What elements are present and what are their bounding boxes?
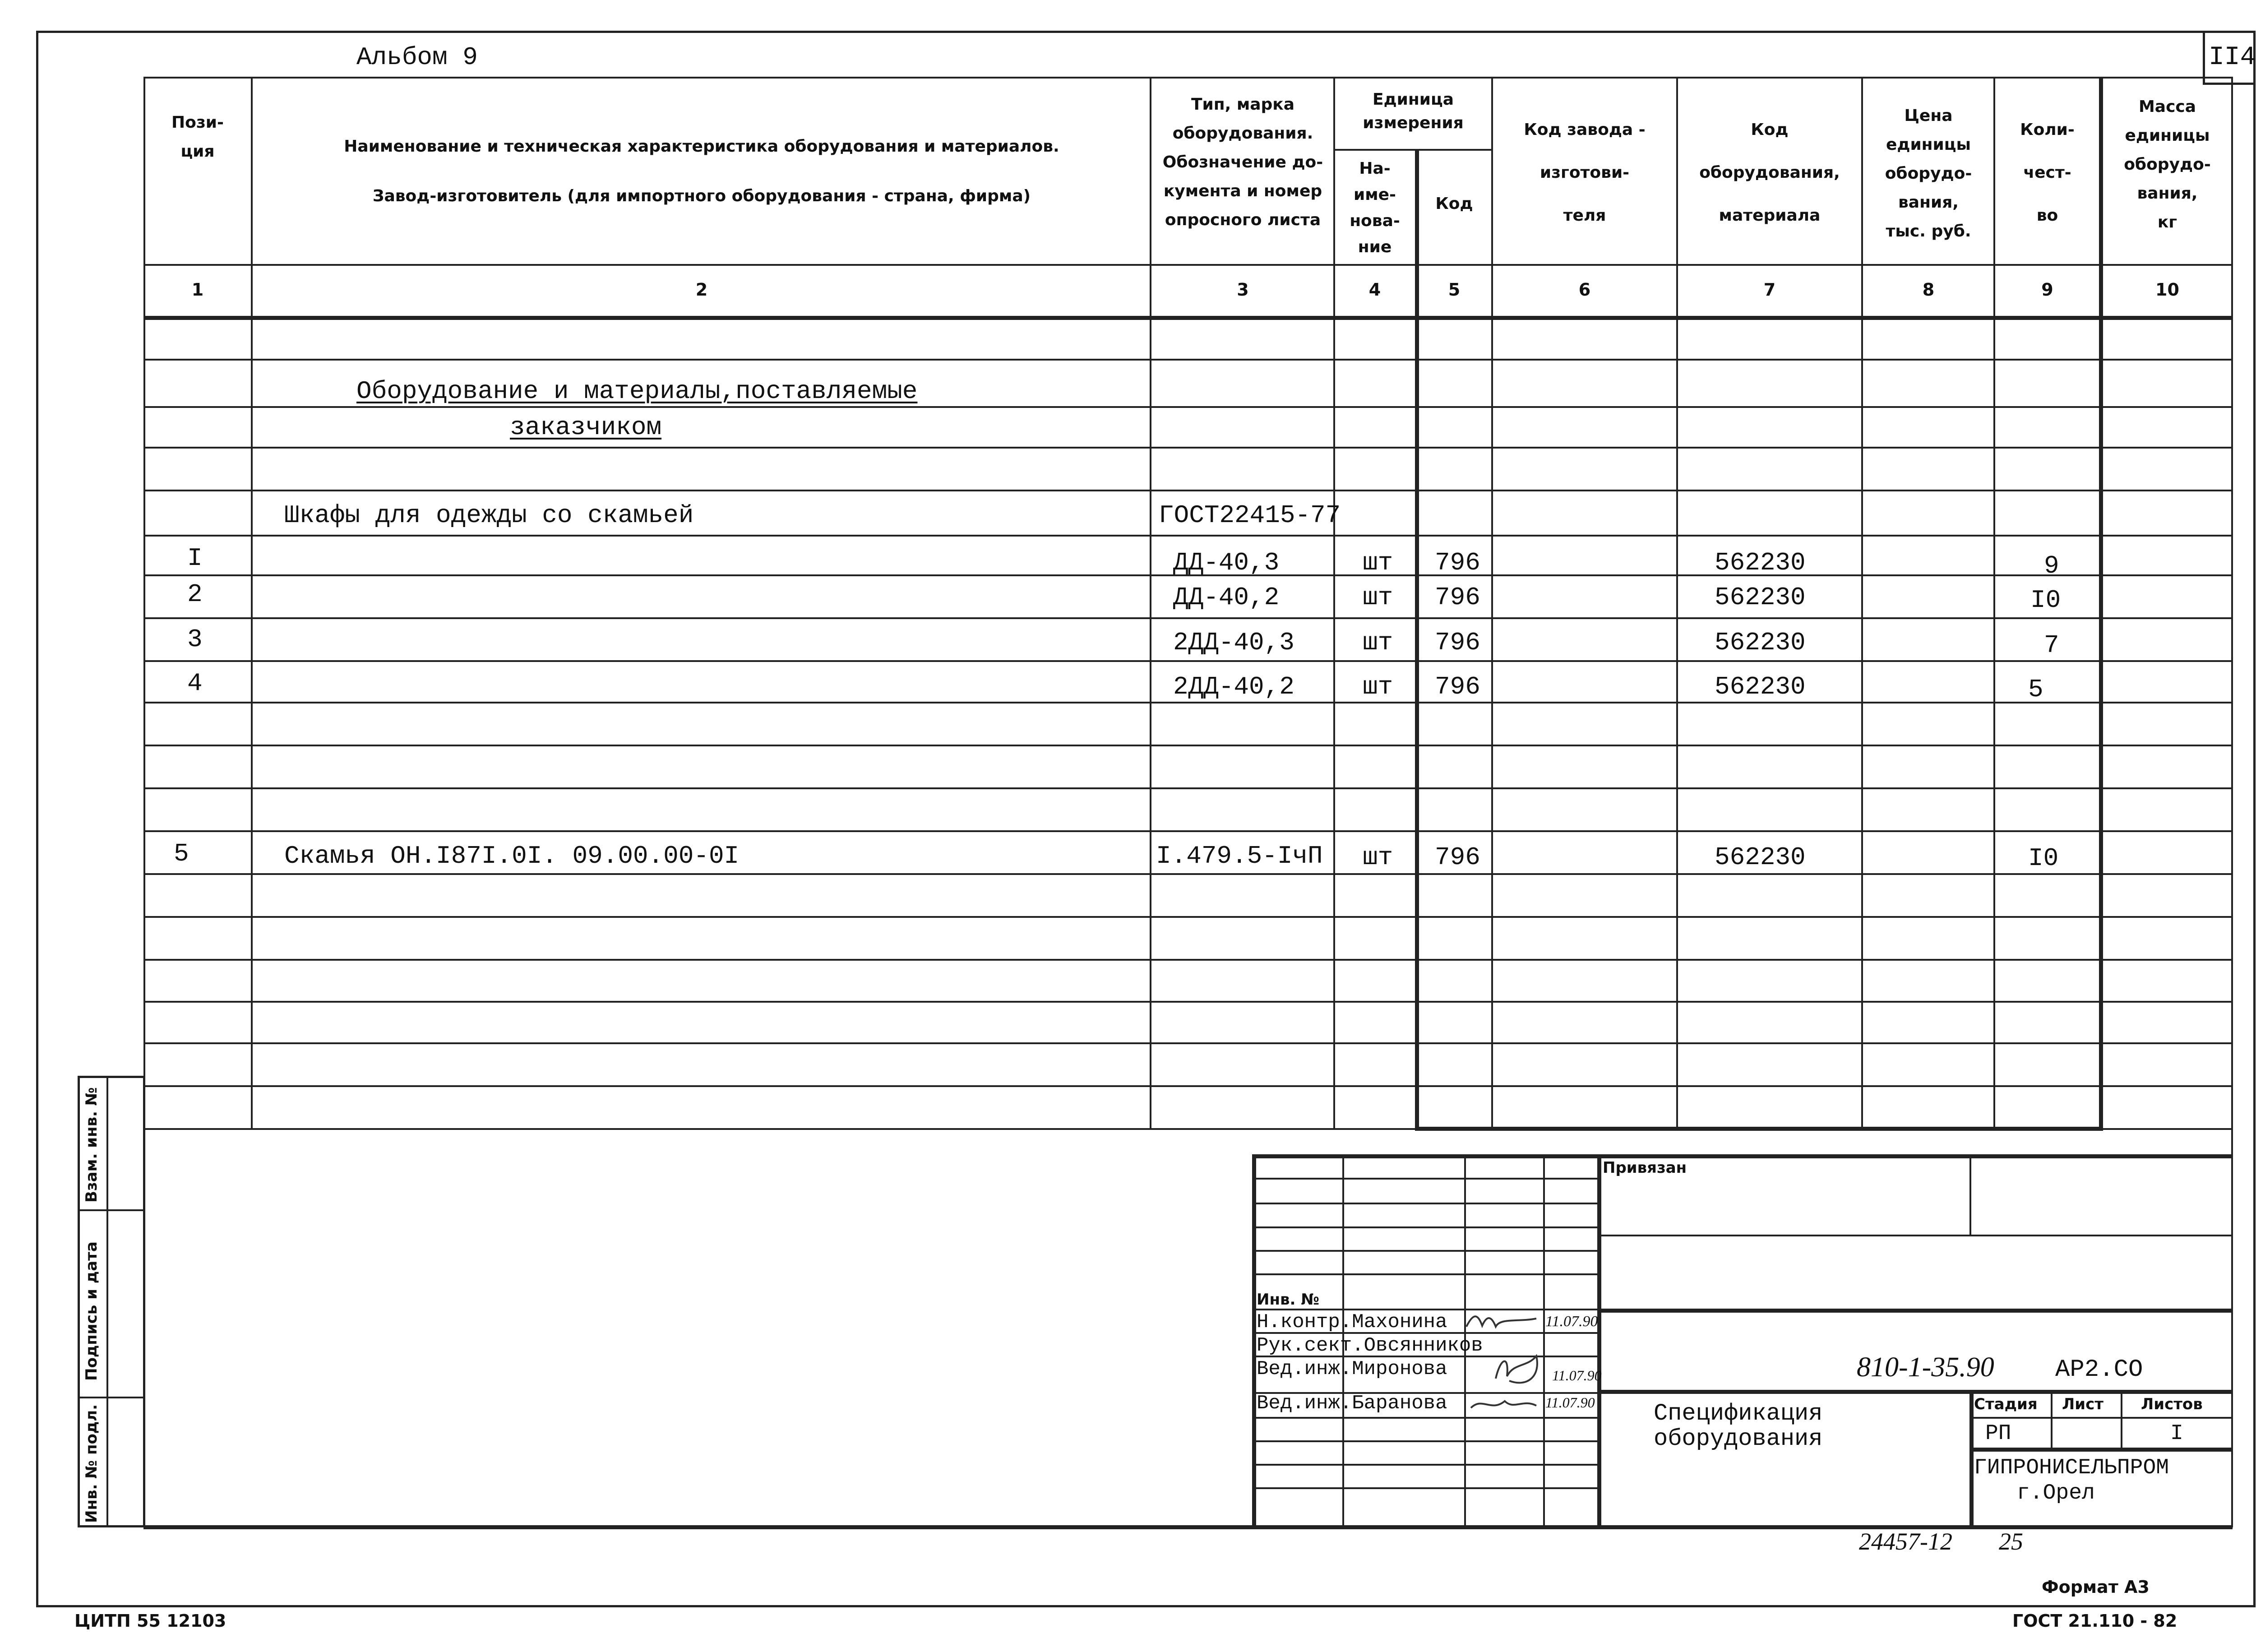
header-unit-code: Код bbox=[1435, 194, 1473, 213]
side-strip-divider bbox=[106, 1076, 108, 1527]
stamp-inv-label: Инв. № bbox=[1257, 1291, 1320, 1309]
stamp-col bbox=[2121, 1390, 2122, 1448]
stamp-line bbox=[1969, 1448, 2233, 1452]
handwritten-page: 25 bbox=[1999, 1528, 2023, 1555]
signer-row bbox=[1257, 1334, 1483, 1357]
stamp-line bbox=[1597, 1390, 2233, 1394]
organization bbox=[1974, 1455, 2169, 1506]
signer-name: Миронова bbox=[1352, 1358, 1447, 1380]
header-quantity: Коли- чест- во bbox=[2020, 120, 2075, 225]
printer-code: ЦИТП 55 12103 bbox=[74, 1611, 227, 1631]
signer-role: Вед.инж. bbox=[1257, 1358, 1352, 1380]
stamp-row-line bbox=[1252, 1417, 1597, 1419]
row-quantity: 7 bbox=[2044, 631, 2059, 660]
signer-row bbox=[1257, 1358, 1447, 1380]
table-bottom-line bbox=[143, 1128, 2233, 1130]
row-unit: шт bbox=[1363, 843, 1393, 872]
signer-name: Овсянников bbox=[1364, 1334, 1483, 1357]
row-equipment-code: 562230 bbox=[1715, 628, 1806, 657]
group-name: Шкафы для одежды со скамьей bbox=[284, 501, 694, 530]
row-unit: шт bbox=[1363, 583, 1393, 612]
column-number: 5 bbox=[1448, 280, 1461, 300]
row-separator bbox=[143, 916, 2233, 918]
header-type: Тип, марка оборудования. Обозначение до- кумента и номер опросного листа bbox=[1162, 95, 1323, 229]
row-separator bbox=[143, 745, 2233, 746]
side-label-signature-date: Подпись и дата bbox=[83, 1241, 101, 1381]
column-number: 2 bbox=[695, 280, 708, 300]
stamp-row-line bbox=[1252, 1273, 1597, 1275]
album-label: Альбом 9 bbox=[356, 43, 478, 72]
signer-date: 11.07.90 bbox=[1545, 1394, 1595, 1411]
handwritten-number: 24457-12 bbox=[1859, 1528, 1952, 1555]
column-number: 3 bbox=[1237, 280, 1249, 300]
row-quantity: I0 bbox=[2028, 844, 2059, 873]
table-top-line bbox=[143, 77, 2233, 79]
row-quantity: 9 bbox=[2044, 551, 2059, 580]
row-type: 2ДД-40,2 bbox=[1173, 672, 1294, 701]
standard-label: ГОСТ 21.110 - 82 bbox=[2012, 1611, 2177, 1631]
sheets-value: I bbox=[2170, 1421, 2183, 1446]
row-type: 2ДД-40,3 bbox=[1173, 628, 1294, 657]
row-type: I.479.5-IчП bbox=[1156, 842, 1323, 870]
header-name: Наименование и техническая характеристика оборудования и материалов. Завод-изготовитель (для импортного оборудования - страна, фирма) bbox=[344, 137, 1059, 205]
header-price: Цена единицы оборудо- вания, тыс. руб. bbox=[1885, 106, 1972, 241]
row-separator bbox=[143, 406, 2233, 408]
row-quantity: I0 bbox=[2030, 586, 2061, 615]
row-position: I bbox=[187, 544, 203, 573]
row-code: 796 bbox=[1435, 583, 1480, 612]
stamp-row-line bbox=[1252, 1487, 1597, 1489]
row-unit: шт bbox=[1363, 548, 1393, 577]
header-unit-name: На- име- нова- ние bbox=[1350, 159, 1400, 256]
stamp-row-line bbox=[1252, 1464, 1597, 1466]
signer-date: 11.07.90 bbox=[1552, 1367, 1602, 1384]
doc-title bbox=[1654, 1401, 1822, 1452]
row-separator bbox=[143, 490, 2233, 491]
column-number: 7 bbox=[1763, 280, 1776, 300]
row-position: 2 bbox=[187, 580, 203, 609]
signer-name: Баранова bbox=[1352, 1392, 1447, 1415]
column-number: 4 bbox=[1368, 280, 1381, 300]
stamp-line bbox=[1597, 1309, 2233, 1313]
signer-name: Махонина bbox=[1352, 1311, 1447, 1333]
row-separator bbox=[143, 447, 2233, 449]
row-quantity: 5 bbox=[2028, 675, 2043, 704]
header-bottom-line bbox=[143, 264, 2233, 266]
row-separator bbox=[143, 787, 2233, 789]
column-number: 8 bbox=[1922, 280, 1935, 300]
group-standard: ГОСТ22415-77 bbox=[1159, 501, 1341, 530]
signer-row bbox=[1257, 1392, 1447, 1415]
column-number: 9 bbox=[2041, 280, 2053, 300]
row-equipment-code: 562230 bbox=[1715, 672, 1806, 701]
row-type: ДД-40,3 bbox=[1173, 548, 1280, 577]
sheet-number: II4 bbox=[2209, 43, 2256, 72]
signer-role: Вед.инж. bbox=[1257, 1392, 1352, 1415]
row-unit: шт bbox=[1363, 672, 1393, 701]
doc-title-line1: Спецификация bbox=[1654, 1400, 1823, 1427]
header-position: Пози- ция bbox=[171, 113, 224, 161]
row-equipment-code: 562230 bbox=[1715, 583, 1806, 612]
header-mass: Масса единицы оборудо- вания, кг bbox=[2124, 97, 2211, 231]
stamp-top bbox=[1252, 1154, 2233, 1158]
stamp-left bbox=[1252, 1154, 1256, 1527]
sheet-label: Лист bbox=[2062, 1395, 2103, 1413]
row-code: 796 bbox=[1435, 843, 1480, 872]
column-number-line bbox=[143, 316, 2233, 320]
stamp-line bbox=[1597, 1235, 2233, 1236]
section-title-line1: Оборудование и материалы,поставляемые bbox=[356, 377, 918, 406]
row-unit: шт bbox=[1363, 628, 1393, 657]
header-manufacturer-code: Код завода - изготови- теля bbox=[1524, 120, 1646, 225]
stamp-row-line bbox=[1252, 1178, 1597, 1180]
row-position: 3 bbox=[187, 625, 203, 654]
unit-subheader-line bbox=[1333, 149, 1491, 151]
side-strip-line bbox=[78, 1209, 145, 1211]
section-title-line2: заказчиком bbox=[510, 413, 662, 442]
row-separator bbox=[143, 1001, 2233, 1003]
organization-name: ГИПРОНИСЕЛЬПРОМ bbox=[1974, 1456, 2169, 1480]
organization-city: г.Орел bbox=[2017, 1481, 2095, 1505]
signatures-image bbox=[1464, 1309, 1600, 1417]
row-separator bbox=[143, 1085, 2233, 1087]
col-line-1 bbox=[251, 77, 253, 1128]
column-number: 1 bbox=[191, 280, 204, 300]
row-position: 4 bbox=[187, 669, 203, 698]
row-separator bbox=[143, 359, 2233, 361]
stamp-row-line bbox=[1252, 1203, 1597, 1204]
column-number: 6 bbox=[1578, 280, 1591, 300]
sheets-label: Листов bbox=[2141, 1395, 2203, 1413]
row-equipment-code: 562230 bbox=[1715, 843, 1806, 872]
side-label-replace-inv: Взам. инв. № bbox=[83, 1087, 101, 1203]
header-equipment-code: Код оборудования, материала bbox=[1699, 120, 1840, 225]
row-separator bbox=[143, 660, 2233, 662]
signer-role: Н.контр. bbox=[1257, 1311, 1352, 1333]
row-separator bbox=[143, 959, 2233, 961]
row-separator bbox=[143, 617, 2233, 619]
row-type: ДД-40,2 bbox=[1173, 583, 1280, 612]
stamp-row-line bbox=[1252, 1226, 1597, 1228]
stage-value: РП bbox=[1985, 1421, 2011, 1446]
stamp-row-line bbox=[1252, 1440, 1597, 1442]
row-code: 796 bbox=[1435, 628, 1480, 657]
stage-label: Стадия bbox=[1974, 1395, 2038, 1413]
doc-mark: АР2.СО bbox=[2055, 1356, 2143, 1384]
signer-role: Рук.сект. bbox=[1257, 1334, 1364, 1357]
doc-title-line2: оборудования bbox=[1654, 1425, 1823, 1452]
row-separator bbox=[143, 702, 2233, 703]
row-name: Скамья ОН.I87I.0I. 09.00.00-0I bbox=[284, 842, 740, 870]
row-separator bbox=[143, 1042, 2233, 1044]
signer-date: 11.07.90 bbox=[1545, 1313, 1598, 1330]
row-separator bbox=[143, 830, 2233, 832]
stamp-col bbox=[1969, 1154, 1971, 1236]
format-label: Формат А3 bbox=[2042, 1577, 2150, 1597]
row-code: 796 bbox=[1435, 548, 1480, 577]
signer-row bbox=[1257, 1311, 1447, 1333]
stamp-col bbox=[2051, 1390, 2053, 1448]
row-separator bbox=[143, 535, 2233, 537]
stamp-privyazan: Привязан bbox=[1603, 1159, 1687, 1177]
stamp-row-line bbox=[1252, 1250, 1597, 1252]
row-code: 796 bbox=[1435, 672, 1480, 701]
header-unit: Единица измерения bbox=[1363, 90, 1464, 132]
doc-code: 810-1-35.90 bbox=[1857, 1352, 1994, 1383]
column-number: 10 bbox=[2155, 280, 2179, 300]
stamp-col bbox=[1969, 1390, 1974, 1527]
stamp-line bbox=[1969, 1417, 2233, 1419]
side-label-original-inv: Инв. № подл. bbox=[83, 1404, 101, 1523]
side-strip-line bbox=[78, 1397, 145, 1398]
row-separator bbox=[143, 873, 2233, 875]
row-position: 5 bbox=[174, 839, 189, 868]
row-equipment-code: 562230 bbox=[1715, 548, 1806, 577]
